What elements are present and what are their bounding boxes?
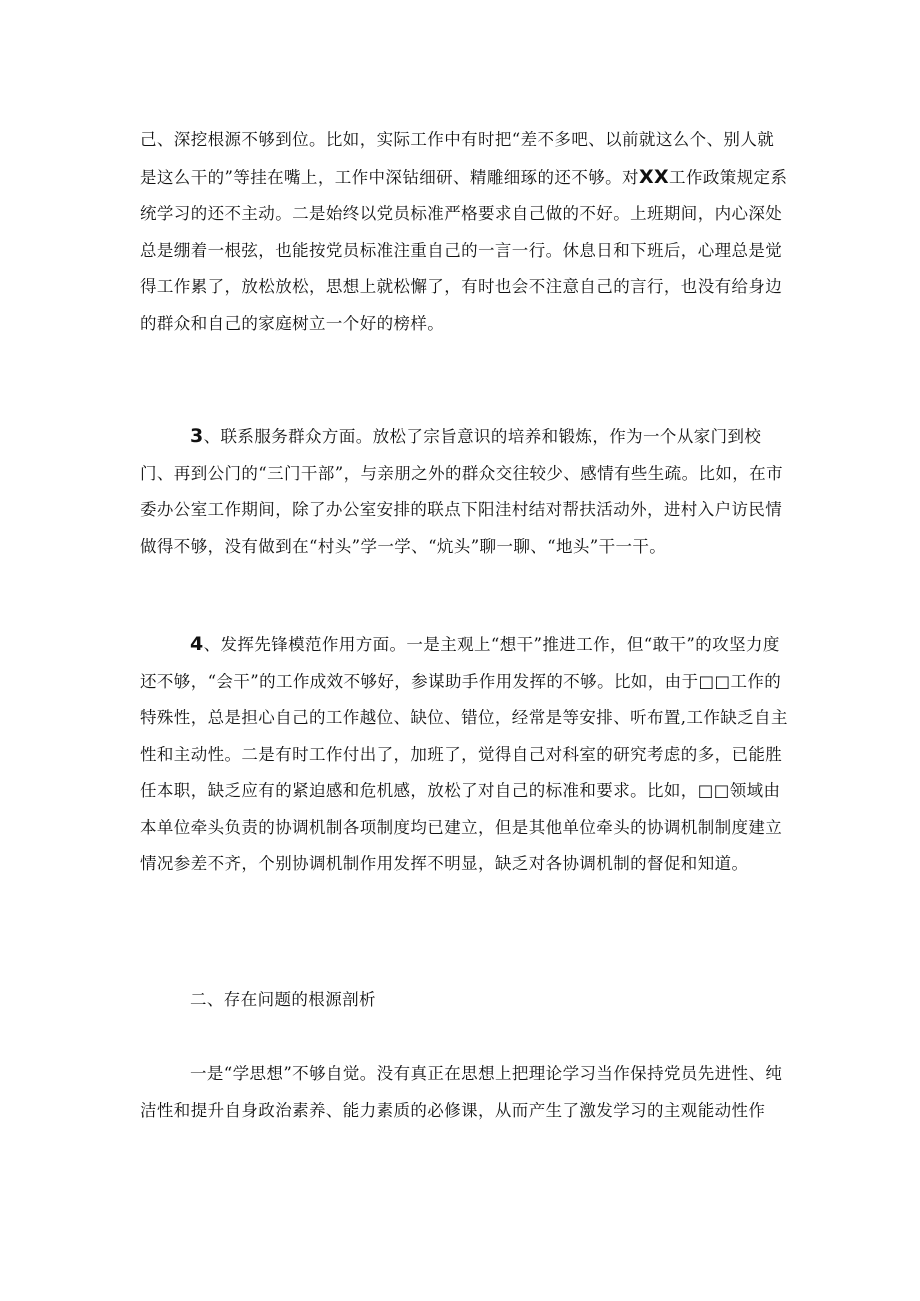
section-heading: 二、存在问题的根源剖析 bbox=[190, 990, 376, 1009]
placeholder-squares-1: □□ bbox=[698, 671, 731, 691]
paragraph-analysis: 一是“学思想”不够自觉。没有真正在思想上把理论学习当作保持党员先进性、纯洁性和提升自身政治素养、能力素质的必修课，从而产生了激发学习的主观能动性作 bbox=[140, 1064, 783, 1120]
para2-text: 、联系服务群众方面。放松了宗旨意识的培养和锻炼，作为一个从家门到校门、再到公门的“三门干部”，与亲朋之外的群众交往较少、感情有些生疏。比如，在市委办公室工作期间，除了办公室安排的联点下阳洼村结对帮扶活动外，进村入户访民情做得不够，没有做到在“村头”学一学、“炕头”聊一聊、“地头”干一干。 bbox=[140, 427, 783, 556]
paragraph-continued bbox=[140, 122, 790, 342]
paragraph-item-4 bbox=[140, 626, 790, 883]
para3-text-b: 工作的特殊性，总是担心自己的工作越位、缺位、错位，经常是等安排、听布置,工作缺乏自主性和主动性。二是有时工作付出了，加班了，觉得自己对科室的研究考虑的多，已能胜任本职，缺乏应有的紧迫感和危机感，放松了对自己的标准和要求。比如， bbox=[140, 671, 788, 800]
item-number-4: 4 bbox=[190, 633, 204, 655]
para3-text-a: 、发挥先锋模范作用方面。一是主观上“想干”推进工作，但“敢干”的攻坚力度还不够，“会干”的工作成效不够好，参谋助手作用发挥的不够。比如，由于 bbox=[140, 635, 780, 691]
xx-placeholder: XX bbox=[638, 165, 670, 188]
item-number-3: 3 bbox=[190, 425, 204, 447]
paragraph-item-3 bbox=[140, 418, 790, 565]
para1-text-b: 工作政策规定系统学习的还不主动。二是始终以党员标准严格要求自己做的不好。上班期间，内心深处总是绷着一根弦，也能按党员标准注重自己的一言一行。休息日和下班后，心理总是觉得工作累了，放松放松，思想上就松懈了，有时也会不注意自己的言行，也没有给身边的群众和自己的家庭树立一个好的榜样。 bbox=[140, 167, 788, 333]
para3-text-c: 领域由本单位牵头负责的协调机制各项制度均已建立，但是其他单位牵头的协调机制制度建立情况参差不齐，个别协调机制作用发挥不明显，缺乏对各协调机制的督促和知道。 bbox=[140, 781, 783, 873]
para1-text-a: 己、深挖根源不够到位。比如，实际工作中有时把“差不多吧、以前就这么个、别人就是这么干的”等挂在嘴上，工作中深钻细研、精雕细琢的还不够。对 bbox=[140, 130, 775, 187]
placeholder-squares-2: □□ bbox=[697, 781, 730, 800]
